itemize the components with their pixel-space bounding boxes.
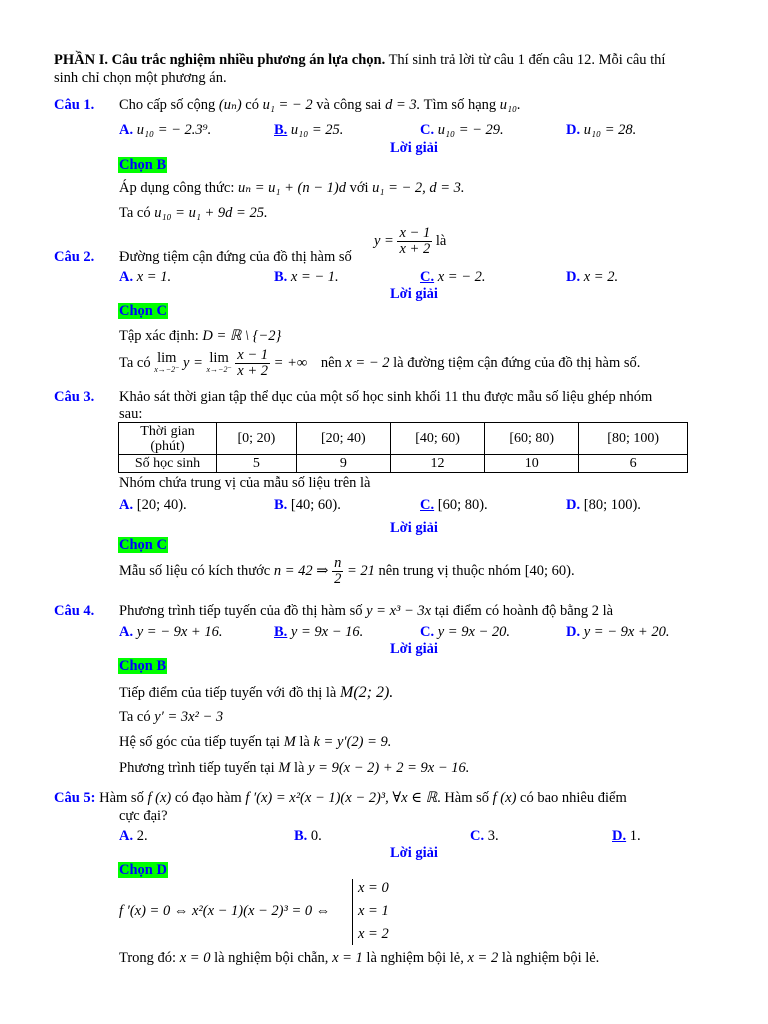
q1-sequence: (uₙ) (218, 97, 242, 113)
heading-line2: sinh chỉ chọn một phương án. (54, 70, 227, 86)
fraction-denominator: x + 2 (399, 241, 431, 257)
fraction-denominator: 2 (334, 571, 342, 587)
q1-u1: u₁ = − 2 (262, 97, 313, 113)
formula: x = − 2 (345, 355, 390, 371)
option-label: B. (274, 497, 288, 513)
limit-subscript: x→−2⁻ (154, 364, 180, 374)
formula: f ′(x) = x²(x − 1)(x − 2)³, ∀x ∈ ℝ (245, 790, 438, 806)
q5-option-a[interactable] (119, 828, 148, 845)
option-label: D. (566, 497, 581, 513)
table-cell: [60; 80) (485, 423, 579, 455)
option-label: A. (119, 497, 134, 513)
q1-label: Câu 1. (54, 97, 95, 113)
text: Áp dụng công thức: (119, 180, 235, 196)
option-text: u₁₀ = − 29. (437, 122, 504, 138)
formula: y′ = 3x² − 3 (154, 709, 224, 725)
heading-rest: Thí sinh trả lời từ câu 1 đến câu 12. Mỗi câu thí (385, 52, 666, 68)
formula: [40; 60). (524, 563, 575, 579)
table-cell: 9 (296, 455, 390, 473)
q4-option-d[interactable] (566, 624, 669, 641)
q4-solution-heading: Lời giải (390, 641, 438, 657)
option-text: 1. (629, 828, 641, 844)
q2-stem-text: Đường tiệm cận đứng của đồ thị hàm số (119, 249, 352, 265)
text: Mẫu số liệu có kích thước (119, 563, 271, 579)
q2-option-c[interactable] (420, 269, 486, 286)
option-text: 3. (487, 828, 499, 844)
option-label: B. (274, 122, 288, 138)
option-label: C. (470, 828, 485, 844)
formula: f (x) (147, 790, 172, 806)
formula: n = 42 (273, 563, 313, 579)
option-text: [20; 40). (136, 497, 187, 513)
q3-option-d[interactable] (566, 497, 641, 514)
cases-brace (352, 879, 353, 945)
formula: x = 2 (467, 950, 499, 966)
q2-option-d[interactable] (566, 269, 618, 286)
option-label: C. (420, 122, 435, 138)
q1-text-c: và công sai (316, 97, 382, 113)
text: là nghiệm bội lẻ, (366, 950, 464, 966)
text: là (435, 233, 447, 249)
q5-solution-line2 (119, 950, 599, 967)
q2-function (374, 226, 446, 257)
q1-option-d[interactable] (566, 122, 636, 139)
option-label: D. (566, 269, 581, 285)
table-cell: 10 (485, 455, 579, 473)
table-cell: [0; 20) (217, 423, 297, 455)
option-label: A. (119, 828, 134, 844)
limit-subscript: x→−2⁻ (206, 364, 232, 374)
q1-choice-badge (118, 157, 167, 174)
text: . Hàm số (437, 790, 490, 806)
option-label: B. (274, 269, 288, 285)
choice-text: Chọn B (119, 157, 167, 173)
q1-solution-line1 (119, 180, 465, 197)
choice-text: Chọn B (119, 658, 167, 674)
formula: y = x³ − 3x (366, 603, 432, 619)
option-label: B. (274, 624, 288, 640)
choice-text: Chọn C (119, 537, 167, 553)
q5-solution-heading: Lời giải (390, 845, 438, 861)
q2-option-b[interactable] (274, 269, 339, 286)
option-text: x = − 1. (290, 269, 339, 285)
option-text: [60; 80). (437, 497, 488, 513)
q3-label: Câu 3. (54, 389, 95, 405)
formula: f (x) (492, 790, 517, 806)
q3-solution-heading: Lời giải (390, 520, 438, 536)
formula: M(2; 2). (339, 684, 394, 701)
table-cell: [80; 100) (579, 423, 688, 455)
text: là đường tiệm cận đứng của đồ thị hàm số. (393, 355, 641, 371)
text: với (349, 180, 369, 196)
q3-data-table (118, 422, 688, 473)
table-cell: 5 (217, 455, 297, 473)
text: nên trung vị thuộc nhóm (378, 563, 522, 579)
q4-option-b[interactable] (274, 624, 363, 641)
q5-label: Câu 5: (54, 790, 96, 806)
option-text: 2. (136, 828, 148, 844)
option-label: B. (294, 828, 308, 844)
q4-option-a[interactable] (119, 624, 222, 641)
case-line: x = 1 (358, 903, 389, 919)
text: Tập xác định: (119, 328, 199, 344)
fraction-denominator: x + 2 (237, 363, 269, 379)
option-label: D. (566, 122, 581, 138)
formula: = 21 (346, 563, 375, 579)
text: Phương trình tiếp tuyến tại (119, 760, 275, 776)
q3-stem-line2: sau: (119, 406, 143, 422)
fraction-numerator: x − 1 (237, 347, 269, 363)
q4-label: Câu 4. (54, 603, 95, 619)
formula: k = y′(2) = 9. (313, 734, 392, 750)
header-line2: (phút) (150, 438, 185, 454)
q4-option-c[interactable] (420, 624, 510, 641)
choice-text: Chọn D (119, 862, 167, 878)
q1-option-c[interactable] (420, 122, 504, 139)
table-row (119, 455, 688, 473)
limit-word: lim (157, 349, 177, 366)
q5-solution-equation: f ′(x) = 0 ⇔ x²(x − 1)(x − 2)³ = 0 ⇔ (119, 903, 331, 919)
text: là nghiệm bội lẻ. (501, 950, 600, 966)
option-text: [80; 100). (583, 497, 641, 513)
implies-symbol: ⇒ (316, 563, 329, 579)
table-row-label: Số học sinh (119, 455, 217, 473)
formula: y = 9(x − 2) + 2 = 9x − 16. (308, 760, 470, 776)
q1-d: d = 3. (385, 97, 421, 113)
formula: x = 0 (179, 950, 211, 966)
table-cell: [40; 60) (390, 423, 484, 455)
header-line1: Thời gian (140, 423, 195, 439)
q5-option-b[interactable] (294, 828, 322, 845)
q1-option-a[interactable] (119, 122, 211, 139)
q1-solution-heading: Lời giải (390, 140, 438, 156)
q2-choice-badge (118, 303, 168, 320)
option-text: y = − 9x + 20. (583, 624, 670, 640)
formula: M (278, 760, 291, 776)
option-label: C. (420, 269, 435, 285)
q3-question: Nhóm chứa trung vị của mẫu số liệu trên là (119, 475, 371, 491)
option-label: C. (420, 497, 435, 513)
option-text: 0. (310, 828, 322, 844)
option-label: D. (612, 828, 627, 844)
option-text: y = − 9x + 16. (136, 624, 223, 640)
q4-solution-line1 (119, 684, 393, 702)
option-label: A. (119, 269, 134, 285)
formula: = +∞ (273, 355, 308, 371)
formula: u₁ = − 2, d = 3. (372, 180, 465, 196)
func-lhs: y = (374, 233, 394, 249)
text: nên (320, 355, 342, 371)
table-header-cell (119, 423, 217, 455)
text: tại điểm có hoành độ bằng 2 là (434, 603, 614, 619)
text: là (299, 734, 310, 750)
q1-text-a: Cho cấp số cộng (119, 97, 216, 113)
formula: x = 1 (332, 950, 363, 966)
fraction-numerator: n (334, 555, 342, 571)
section-heading (54, 52, 665, 69)
limit-word: lim (209, 349, 229, 366)
q4-solution-line4 (119, 760, 469, 777)
q2-solution-line1 (119, 328, 281, 345)
text: Trong đó: (119, 950, 177, 966)
text: Hệ số góc của tiếp tuyến tại (119, 734, 281, 750)
table-row (119, 423, 688, 455)
text: Ta có (119, 709, 151, 725)
option-text: y = 9x − 16. (290, 624, 364, 640)
q2-solution-heading: Lời giải (390, 286, 438, 302)
q3-option-b[interactable] (274, 497, 341, 514)
option-text: x = 2. (583, 269, 619, 285)
q3-option-a[interactable] (119, 497, 187, 514)
option-label: A. (119, 624, 134, 640)
q1-stem (119, 97, 521, 114)
case-line: x = 0 (358, 880, 389, 896)
option-text: [40; 60). (290, 497, 341, 513)
q4-solution-line2 (119, 709, 223, 726)
q1-u10: u₁₀. (499, 97, 521, 113)
q4-solution-line3 (119, 734, 391, 751)
option-text: u₁₀ = 25. (290, 122, 344, 138)
option-text: y = 9x − 20. (437, 624, 511, 640)
q1-option-b[interactable] (274, 122, 343, 139)
q3-stem-line1: Khảo sát thời gian tập thể dục của một số học sinh khối 11 thu được mẫu số liệu ghép nhóm (119, 389, 653, 405)
q5-stem (54, 790, 627, 807)
q5-stem-line2: cực đại? (119, 808, 168, 824)
option-label: D. (566, 624, 581, 640)
option-text: u₁₀ = − 2.3⁹. (136, 122, 212, 138)
q5-option-d[interactable] (612, 828, 641, 845)
formula: D = ℝ \ {−2} (202, 328, 282, 344)
q3-solution-line (119, 556, 575, 587)
text: Hàm số (99, 790, 144, 806)
q5-option-c[interactable] (470, 828, 499, 845)
option-text: x = 1. (136, 269, 172, 285)
heading-bold: PHẦN I. Câu trắc nghiệm nhiều phương án lựa chọn. (54, 52, 386, 68)
option-text: u₁₀ = 28. (583, 122, 637, 138)
text: Tiếp điểm của tiếp tuyến với đồ thị là (119, 685, 337, 701)
text: Ta có (119, 355, 151, 371)
q5-choice-badge (118, 862, 168, 879)
option-label: A. (119, 122, 134, 138)
case-line: x = 2 (358, 926, 389, 942)
q1-text-b: có (245, 97, 259, 113)
q2-label: Câu 2. (54, 249, 95, 265)
q2-option-a[interactable] (119, 269, 171, 286)
table-cell: 6 (579, 455, 688, 473)
formula: y = (183, 355, 203, 371)
q4-choice-badge (118, 658, 167, 675)
table-cell: [20; 40) (296, 423, 390, 455)
text: Ta có (119, 205, 151, 221)
text: là (294, 760, 305, 776)
q1-solution-line2 (119, 205, 268, 222)
q3-option-c[interactable] (420, 497, 488, 514)
q3-choice-badge (118, 537, 168, 554)
option-text: x = − 2. (437, 269, 486, 285)
text: có đạo hàm (174, 790, 242, 806)
text: là nghiệm bội chẵn, (214, 950, 329, 966)
formula: u₁₀ = u₁ + 9d = 25. (154, 205, 268, 221)
q4-stem (119, 603, 613, 620)
choice-text: Chọn C (119, 303, 167, 319)
q2-solution-line2 (119, 348, 640, 379)
text: có bao nhiêu điểm (520, 790, 627, 806)
formula: uₙ = u₁ + (n − 1)d (238, 180, 346, 196)
table-cell: 12 (390, 455, 484, 473)
option-label: C. (420, 624, 435, 640)
text: Phương trình tiếp tuyến của đồ thị hàm số (119, 603, 363, 619)
fraction-numerator: x − 1 (399, 225, 431, 241)
formula: M (283, 734, 296, 750)
q1-text-d: Tìm số hạng (423, 97, 497, 113)
